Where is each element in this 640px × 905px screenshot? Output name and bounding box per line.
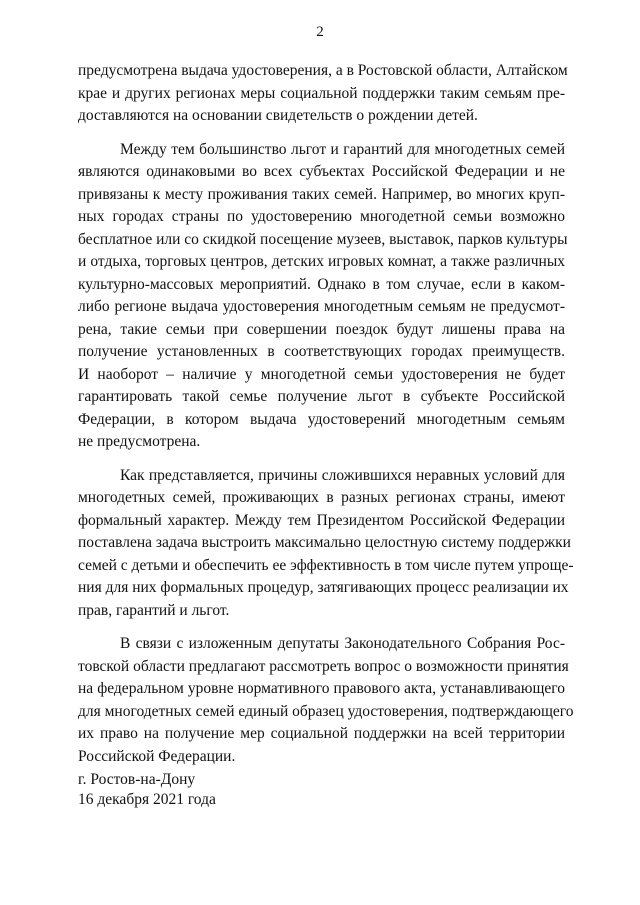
text-line: культурно-массовых мероприятий. Однако в том случае, если в каком- xyxy=(78,275,565,293)
text-line: не предусмотрена. xyxy=(78,433,201,450)
text-line: либо регионе выдача удостоверения многодетным семьям не предусмот- xyxy=(78,298,565,315)
text-line: ния для них формальных процедур, затягивающих процесс реализации их xyxy=(78,579,569,596)
text-line: поставлена задача выстроить максимально целостную систему поддержки xyxy=(78,534,571,551)
text-line: товской области предлагают рассмотреть вопрос о возможности принятия xyxy=(78,657,569,675)
text-line: Как представляется, причины сложившихся неравных условий для xyxy=(120,466,565,484)
text-line: их право на получение мер социальной поддержки на всей территории xyxy=(78,725,565,742)
date-line: 16 декабря 2021 года xyxy=(78,791,216,808)
signature-block xyxy=(78,770,216,810)
text-line: Российской Федерации. xyxy=(78,747,236,765)
text-line: Федерации, в котором выдача удостоверений многодетным семьям xyxy=(78,410,565,428)
text-line: крае и других регионах меры социальной поддержки таким семьям пре- xyxy=(78,84,565,102)
text-line: И наоборот – наличие у многодетной семьи удостоверения не будет xyxy=(78,365,565,383)
text-line: В связи с изложенным депутаты Законодательного Собрания Рос- xyxy=(120,635,565,652)
text-line: получение установленных в соответствующих городах преимуществ. xyxy=(78,343,565,360)
text-line: рена, такие семьи при совершении поездок будут лишены права на xyxy=(78,320,565,338)
text-line: формальный характер. Между тем Президентом Российской Федерации xyxy=(78,511,565,529)
paragraph xyxy=(78,139,568,454)
city-line: г. Ростов-на-Дону xyxy=(78,771,196,788)
text-line: ных городах страны по удостоверению многодетной семьи возможно xyxy=(78,208,565,225)
text-line: привязаны к месту проживания таких семей. Например, во многих круп- xyxy=(78,185,565,203)
paragraph xyxy=(78,465,574,623)
text-line: гарантировать такой семье получение льгот в субъекте Российской xyxy=(78,388,565,405)
text-line: являются одинаковыми во всех субъектах Российской Федерации и не xyxy=(78,163,565,180)
text-line: многодетных семей, проживающих в разных регионах страны, имеют xyxy=(78,489,565,506)
text-line: прав, гарантий и льгот. xyxy=(78,601,230,619)
text-line: для многодетных семей единый образец удостоверения, подтверждающего xyxy=(78,702,574,720)
paragraph xyxy=(78,60,568,128)
text-line: Между тем большинство льгот и гарантий для многодетных семей xyxy=(120,140,565,158)
text-line: предусмотрена выдача удостоверения, а в Ростовской области, Алтайском xyxy=(78,62,568,79)
page-number: 2 xyxy=(316,24,324,40)
text-line: доставляются на основании свидетельств о рождении детей. xyxy=(78,107,478,124)
text-line: бесплатное или со скидкой посещение музеев, выставок, парков культуры xyxy=(78,230,568,248)
text-line: и отдыха, торговых центров, детских игровых комнат, а также различных xyxy=(78,253,565,270)
document-body xyxy=(78,60,574,779)
paragraph xyxy=(78,633,574,768)
text-line: на федеральном уровне нормативного правового акта, устанавливающего xyxy=(78,680,565,697)
text-line: семей с детьми и обеспечить ее эффективность в том числе путем упроще- xyxy=(78,556,574,574)
